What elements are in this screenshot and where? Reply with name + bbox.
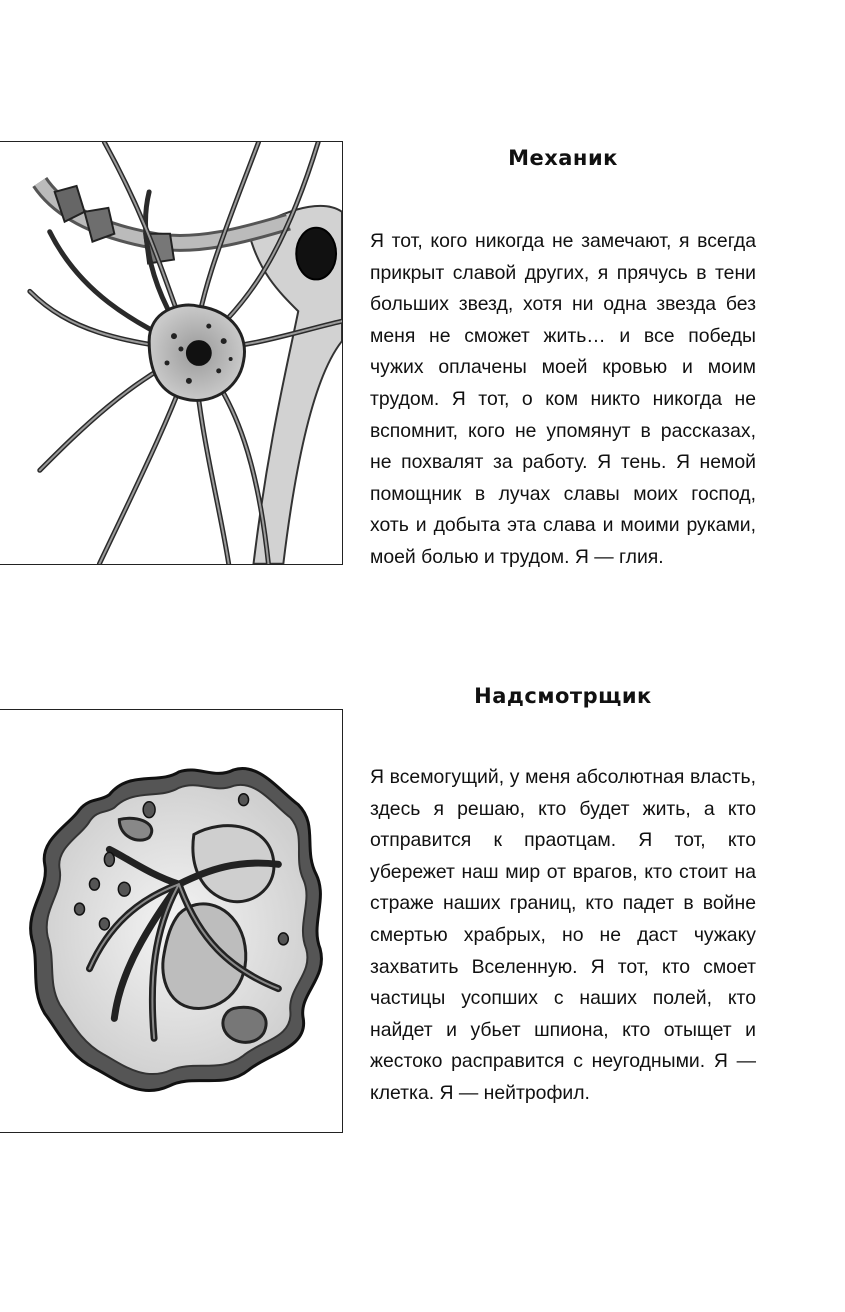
- section-title-mechanic: Механик: [508, 146, 618, 170]
- section-paragraph-overseer: Я всемогущий, у меня абсолютная власть, здесь я решаю, кто будет жить, а кто отправится к праотцам. Я тот, кто убережет наш мир от врагов, кто стоит на страже наших границ, кто падет в войне смертью храбрых, но не даст чужаку захватить Вселенную. Я тот, кто смоет частицы усопших с наших полей, кто найдет и убьет шпиона, кто отыщет и жестоко расправится с неугодными. Я — клетка. Я — нейтрофил.: [370, 766, 756, 1104]
- neutrophil-illustration-frame: [0, 709, 343, 1133]
- glia-illustration-frame: [0, 141, 343, 565]
- neutrophil-cell-illustration-icon: [0, 710, 342, 1132]
- glial-cell-illustration-icon: [0, 142, 342, 564]
- section-title-overseer: Надсмотрщик: [474, 684, 652, 708]
- section-paragraph-mechanic: Я тот, кого никогда не замечают, я всегда прикрыт славой других, я прячусь в тени больших звезд, хотя ни одна звезда без меня не сможет жить… и все победы чужих оплачены моей кровью и моим трудом. Я тот, о ком никто никогда не вспомнит, кого не упомянут в рассказах, не похвалят за работу. Я тень. Я немой помощник в лучах славы моих господ, хоть и добыта эта слава и моими руками, моей болью и трудом. Я — глия.: [370, 230, 756, 568]
